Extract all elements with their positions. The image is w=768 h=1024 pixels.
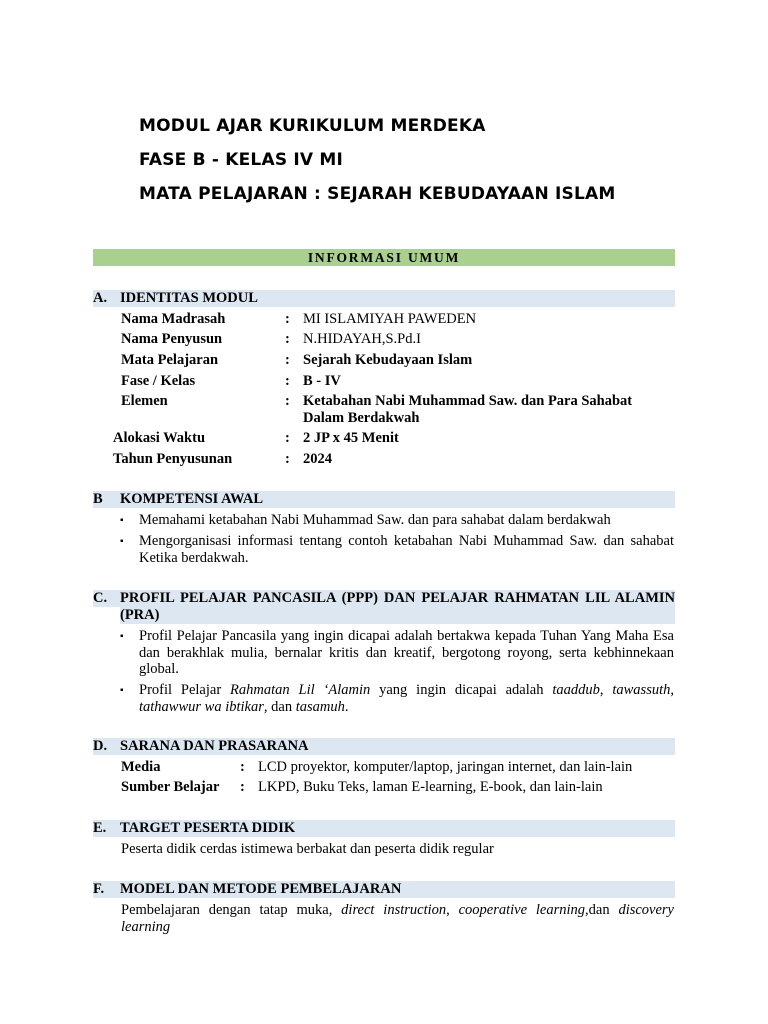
section-a-title: IDENTITAS MODUL [120,290,258,306]
section-c-letter: C. [93,590,108,606]
row-value: Ketabahan Nabi Muhammad Saw. dan Para Sahabat [303,393,633,409]
text-run: , [446,902,459,918]
text-run: yang ingin dicapai adalah [370,682,553,698]
row-label: Elemen [121,393,168,409]
row-label: Sumber Belajar [121,779,220,795]
row-colon: : [285,352,290,368]
section-d-header [93,738,675,755]
row-label: Alokasi Waktu [113,430,206,446]
row-colon: : [285,331,290,347]
row-colon: : [240,759,245,775]
doc-title-line-2: FASE B - KELAS IV MI [139,150,344,170]
row-label: Media [121,759,161,775]
text-run-italic: taaddub [552,682,600,698]
section-c-title: PROFIL PELAJAR PANCASILA (PPP) DAN PELAJAR RAHMATAN LIL ALAMIN (PRA) [120,590,675,623]
row-value: Sejarah Kebudayaan Islam [303,352,473,368]
row-value: LCD proyektor, komputer/laptop, jaringan internet, dan lain-lain [258,759,633,775]
row-label: Fase / Kelas [121,373,196,389]
row-value: LKPD, Buku Teks, laman E-learning, E-book, dan lain-lain [258,779,603,795]
section-f-letter: F. [93,881,105,897]
text-run: , [670,682,674,698]
section-c-header [93,590,675,624]
text-run-italic: cooperative learning [458,902,586,918]
section-e-letter: E. [93,820,107,836]
row-value: 2 JP x 45 Menit [303,430,399,446]
section-b-title: KOMPETENSI AWAL [120,491,264,507]
section-b-header [93,491,675,508]
row-colon: : [285,430,290,446]
text-run-italic: tawassuth [612,682,671,698]
profil-item-1: Profil Pelajar Pancasila yang ingin dicapai adalah bertakwa kepada Tuhan Yang Maha Esa dan berakhlak mulia, bernalar kritis dan kreatif, bergotong royong, serta kebhinnekaan global. [139,628,674,677]
row-value: MI ISLAMIYAH PAWEDEN [303,311,477,327]
text-run-italic: direct instruction [341,902,447,918]
section-b-letter: B [93,491,103,507]
section-a-letter: A. [93,290,108,306]
text-run: Profil Pelajar [139,682,231,698]
text-run-italic: tathawwur wa ibtikar [139,698,264,715]
text-run: , [599,682,613,698]
text-run: . [344,698,349,715]
bullet-icon: ▪ [120,515,124,526]
row-value: B - IV [303,373,341,389]
text-run: ,dan [585,902,619,918]
info-umum-banner: INFORMASI UMUM [93,249,675,266]
text-run: Pembelajaran dengan tatap muka, [121,902,342,918]
bullet-icon: ▪ [120,536,124,547]
text-run-italic: Rahmatan Lil ‘Alamin [230,682,371,698]
section-f-title: MODEL DAN METODE PEMBELAJARAN [120,881,402,897]
text-run-italic: tasamuh [295,698,345,715]
text-run: , dan [263,698,296,715]
row-label: Nama Penyusun [121,331,223,347]
text-run-italic: discovery learning [121,902,674,935]
row-value: 2024 [303,451,332,467]
row-value: Dalam Berdakwah [303,410,420,426]
profil-item-2 [139,682,674,715]
doc-title-line-3: MATA PELAJARAN : SEJARAH KEBUDAYAAN ISLAM [139,184,616,204]
row-colon: : [240,779,245,795]
section-f-header [93,881,675,898]
section-d-title: SARANA DAN PRASARANA [120,738,309,754]
section-e-header [93,820,675,837]
kompetensi-item-1: Memahami ketabahan Nabi Muhammad Saw. dan para sahabat dalam berdakwah [139,512,611,528]
bullet-icon: ▪ [120,685,124,696]
row-colon: : [285,311,290,327]
row-colon: : [285,393,290,409]
row-label: Tahun Penyusunan [113,451,233,467]
row-colon: : [285,373,290,389]
section-a-header [93,290,675,307]
target-text: Peserta didik cerdas istimewa berbakat dan peserta didik regular [121,841,494,857]
doc-title-line-1: MODUL AJAR KURIKULUM MERDEKA [139,116,486,136]
row-value: N.HIDAYAH,S.Pd.I [303,331,421,347]
kompetensi-item-2: Mengorganisasi informasi tentang contoh ketabahan Nabi Muhammad Saw. dan sahabat Ketika berdakwah. [139,533,674,566]
row-colon: : [285,451,290,467]
section-d-letter: D. [93,738,108,754]
section-e-title: TARGET PESERTA DIDIK [120,820,296,836]
model-text [121,902,674,935]
row-label: Mata Pelajaran [121,352,219,368]
row-label: Nama Madrasah [121,311,226,327]
bullet-icon: ▪ [120,631,124,642]
